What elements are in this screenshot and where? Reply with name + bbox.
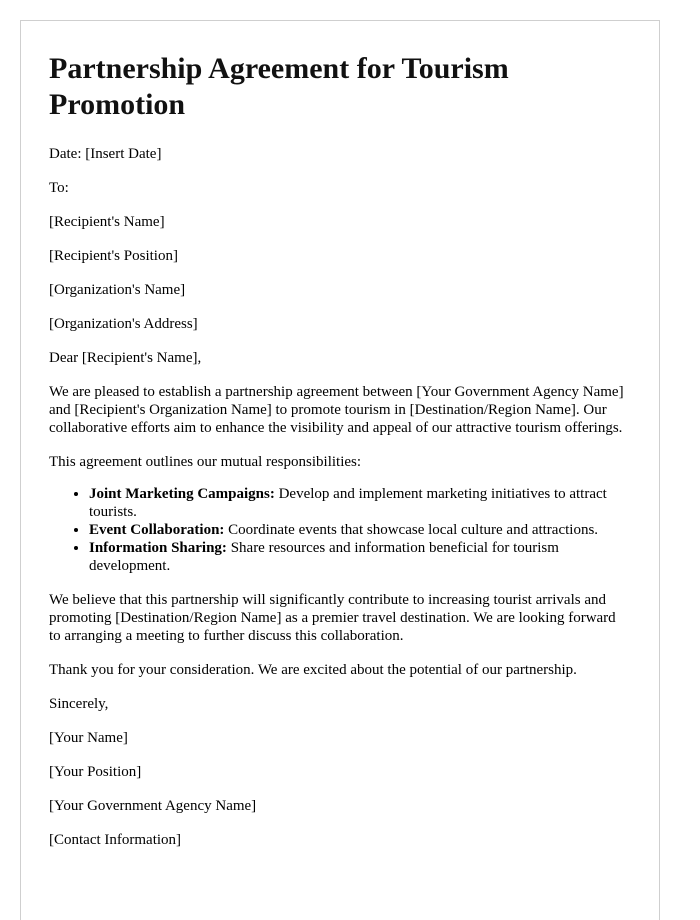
recipient-name: [Recipient's Name] <box>49 214 165 230</box>
signoff: Sincerely, <box>49 696 109 712</box>
responsibilities-list <box>49 485 631 575</box>
intro-paragraph: We are pleased to establish a partnership agreement between [Your Government Agency Name] and [Recipient's Organization Name] to promote tourism in [Destination/Region Name]. Our collaborative efforts aim to enhance the visibility and appeal of our attractive tourism offerings. <box>49 384 624 436</box>
list-item-title: Information Sharing: <box>89 540 227 556</box>
thanks-paragraph: Thank you for your consideration. We are excited about the potential of our partnership. <box>49 662 577 678</box>
list-item-title: Joint Marketing Campaigns: <box>89 486 275 502</box>
salutation: Dear [Recipient's Name], <box>49 350 202 366</box>
letter-title: Partnership Agreement for Tourism Promotion <box>49 52 509 121</box>
recipient-address: [Organization's Address] <box>49 316 198 332</box>
list-item <box>89 521 631 539</box>
list-item <box>89 539 631 575</box>
list-item-title: Event Collaboration: <box>89 522 225 538</box>
date-line: Date: [Insert Date] <box>49 146 162 162</box>
list-item <box>89 485 631 521</box>
list-item-text: Coordinate events that showcase local culture and attractions. <box>224 522 599 538</box>
sender-contact: [Contact Information] <box>49 832 182 848</box>
letter-document <box>20 20 660 920</box>
list-item-text: Develop and implement marketing initiatives to attract tourists. <box>89 486 607 520</box>
to-line: To: <box>49 180 69 196</box>
sender-agency: [Your Government Agency Name] <box>49 798 257 814</box>
responsibilities-intro: This agreement outlines our mutual responsibilities: <box>49 454 362 470</box>
list-item-text: Share resources and information beneficial for tourism development. <box>89 540 559 574</box>
recipient-organization: [Organization's Name] <box>49 282 186 298</box>
closing-paragraph: We believe that this partnership will significantly contribute to increasing tourist arrivals and promoting [Destination/Region Name] as a premier travel destination. We are looking forward to arranging a meeting to further discuss this collaboration. <box>49 592 616 644</box>
recipient-position: [Recipient's Position] <box>49 248 178 264</box>
sender-position: [Your Position] <box>49 764 142 780</box>
sender-name: [Your Name] <box>49 730 128 746</box>
